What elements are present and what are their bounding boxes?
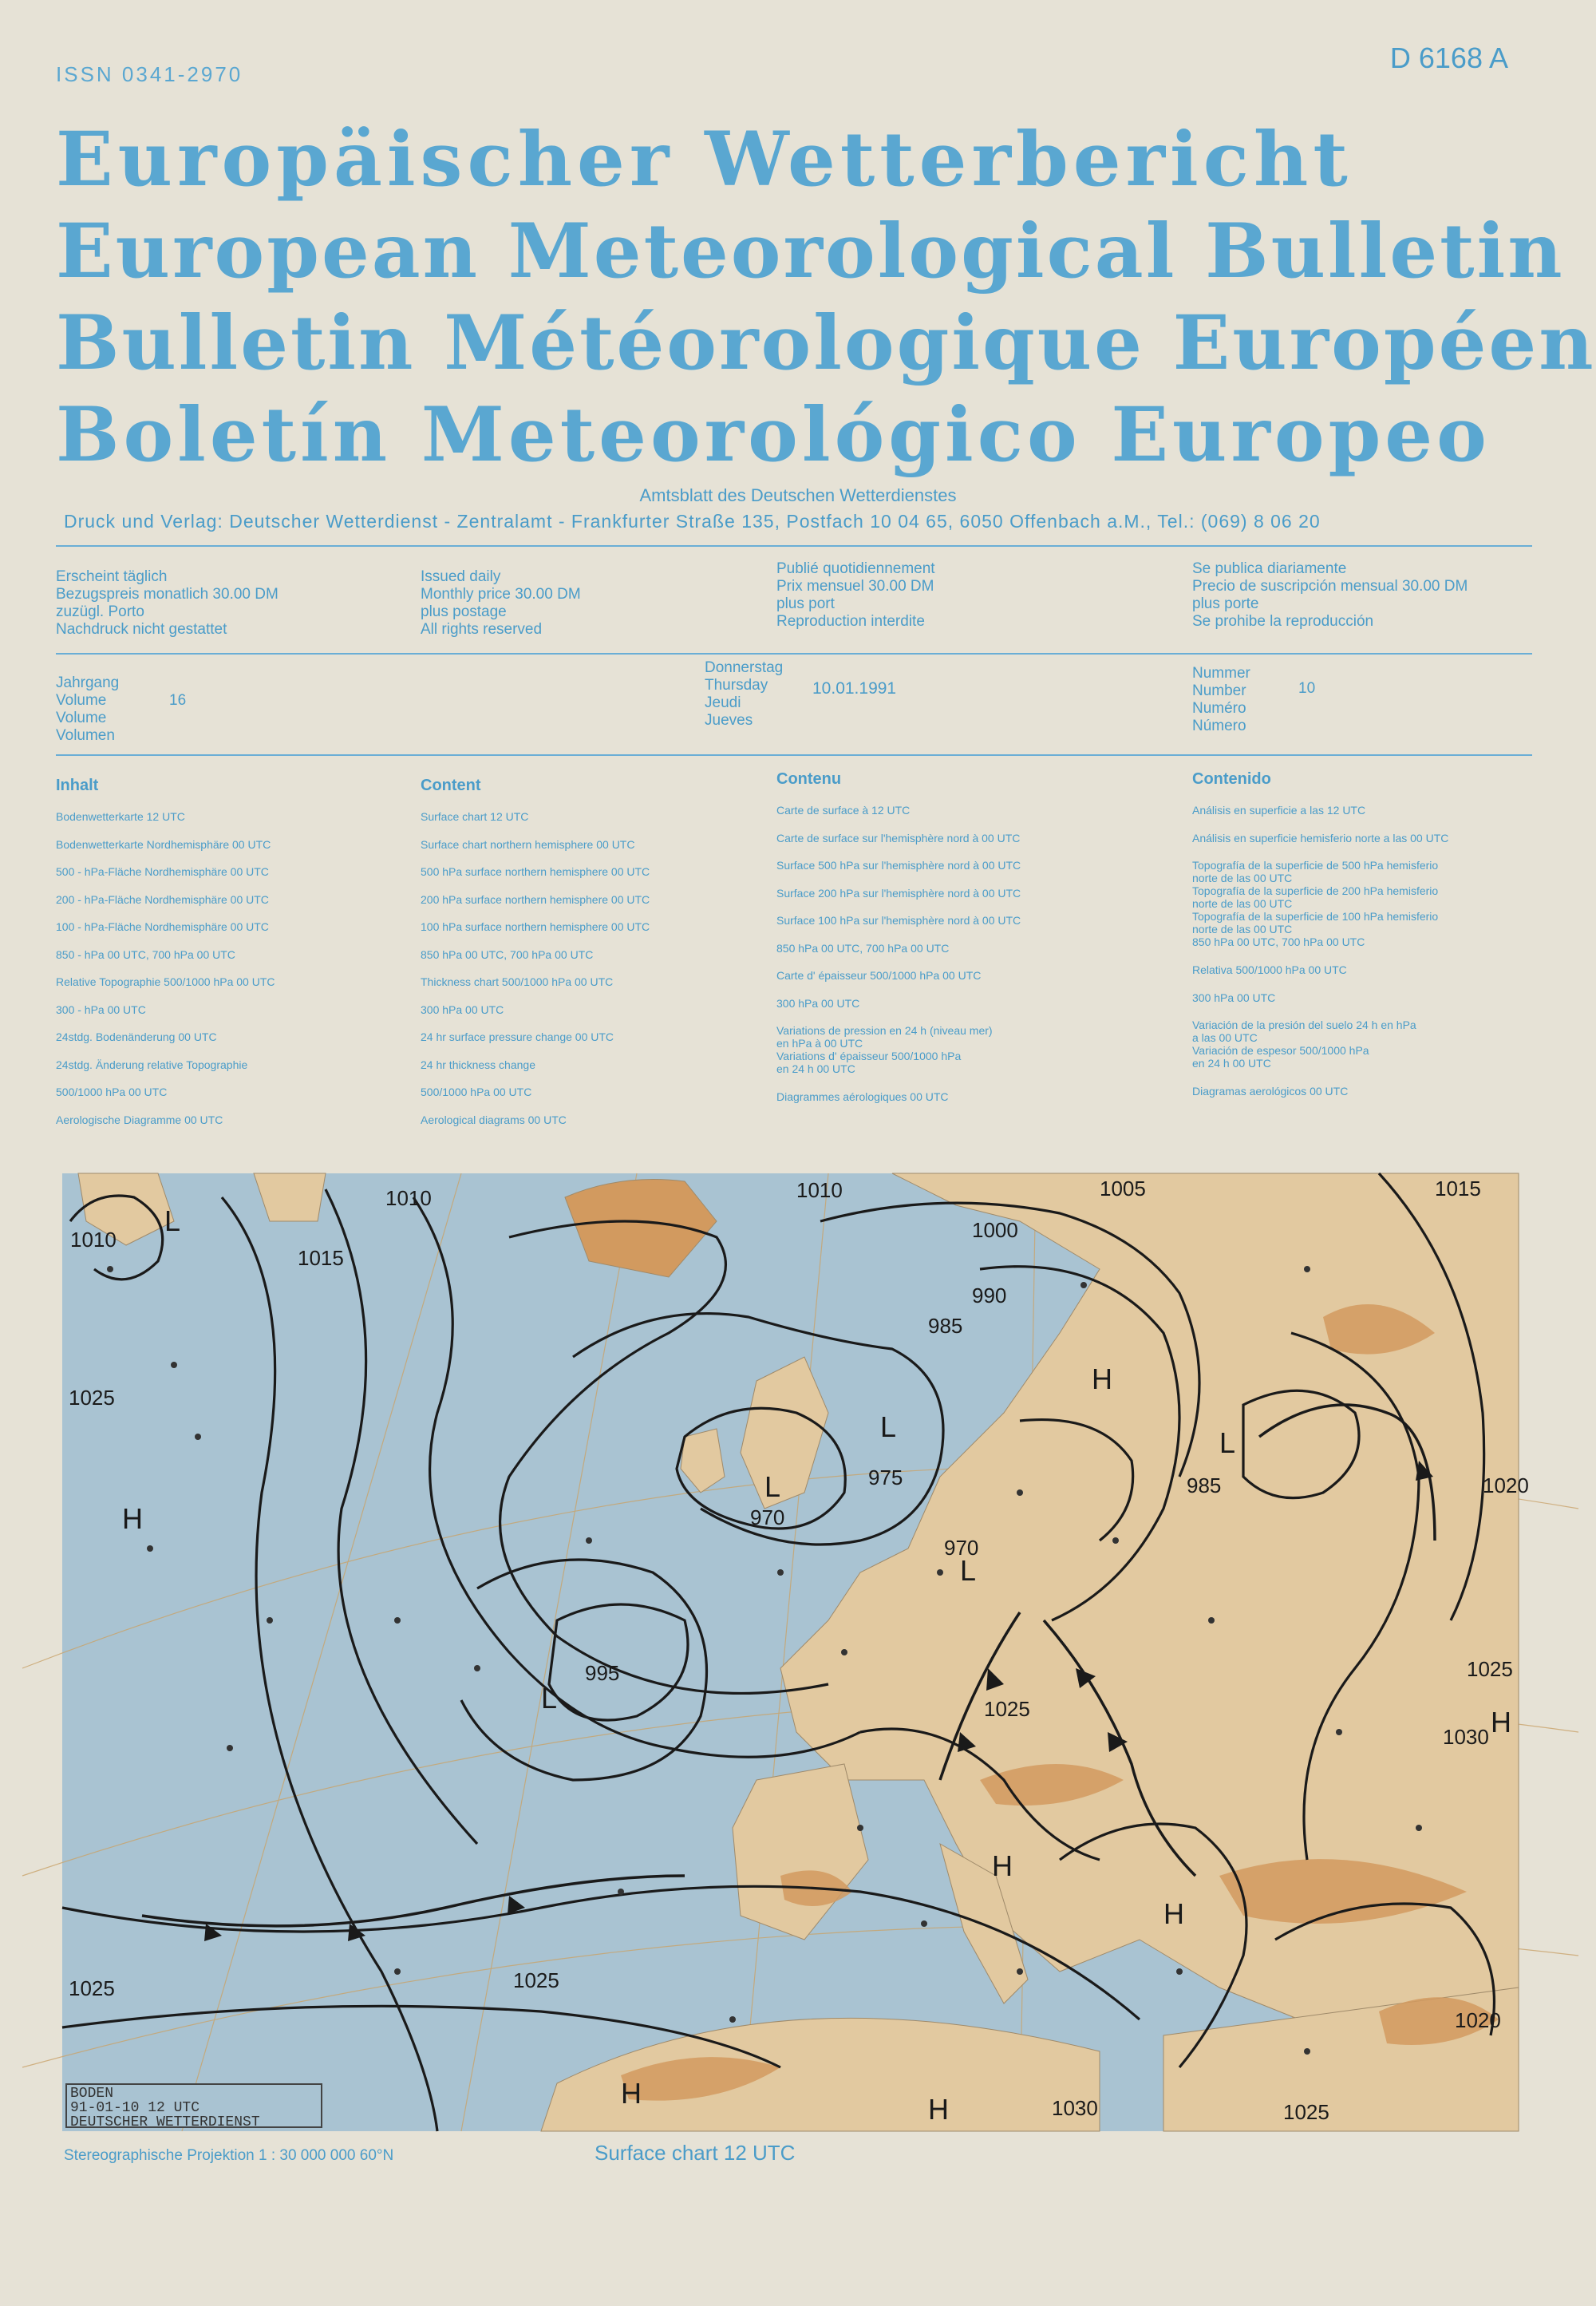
contents-item: Bodenwetterkarte 12 UTC [56, 810, 185, 823]
stamp-line: DEUTSCHER WETTERDIENST [70, 2114, 260, 2130]
number-label: Número [1192, 718, 1246, 734]
divider [56, 754, 1532, 756]
high-pressure-marker: H [1491, 1706, 1511, 1738]
high-pressure-marker: H [1163, 1897, 1184, 1930]
isobar-label: 995 [585, 1661, 620, 1685]
contents-item: Thickness chart 500/1000 hPa 00 UTC [421, 975, 614, 988]
contents-item: Variations d' épaisseur 500/1000 hPa [776, 1050, 962, 1062]
contents-item: Análisis en superficie a las 12 UTC [1192, 804, 1366, 817]
issue-number: 10 [1298, 680, 1316, 697]
contents-item: Carte de surface sur l'hemisphère nord à 00 UTC [776, 831, 1021, 844]
volume-value: 16 [169, 692, 187, 709]
contents-french [776, 770, 1021, 1111]
low-pressure-marker: L [960, 1554, 977, 1587]
contents-item: Variación de la presión del suelo 24 h en hPa [1192, 1019, 1416, 1031]
contents-item: 500 - hPa-Fläche Nordhemisphäre 00 UTC [56, 865, 269, 878]
contents-item: Aerologische Diagramme 00 UTC [56, 1113, 223, 1126]
volume-labels [56, 674, 119, 745]
contents-item: 24stdg. Bodenänderung 00 UTC [56, 1030, 217, 1043]
subscription-line: plus port [776, 595, 835, 612]
subscription-line: All rights reserved [421, 621, 543, 638]
low-pressure-marker: L [880, 1410, 897, 1443]
contents-item: Relative Topographie 500/1000 hPa 00 UTC [56, 975, 275, 988]
contents-item: Surface chart northern hemisphere 00 UTC [421, 837, 635, 851]
isobar-label: 1025 [1467, 1657, 1513, 1681]
contents-item: en hPa à 00 UTC [776, 1037, 863, 1050]
subscription-line: Se prohibe la reproducción [1192, 613, 1374, 630]
volume-label: Jahrgang [56, 674, 120, 691]
contents-item: 100 hPa surface northern hemisphere 00 UTC [421, 920, 650, 933]
projection-note: Stereographische Projektion 1 : 30 000 000 60°N [64, 2147, 394, 2164]
contents-item: Diagramas aerológicos 00 UTC [1192, 1085, 1349, 1098]
contents-item: Topografía de la superficie de 500 hPa hemisferio [1192, 859, 1439, 872]
contents-item: Relativa 500/1000 hPa 00 UTC [1192, 963, 1347, 976]
subscription-line: Se publica diariamente [1192, 560, 1347, 577]
subscription-line: zuzügl. Porto [56, 603, 144, 620]
contents-item: 200 - hPa-Fläche Nordhemisphäre 00 UTC [56, 892, 269, 906]
subscription-line: Erscheint täglich [56, 568, 168, 585]
official-gazette-label: Amtsblatt des Deutschen Wetterdienstes [639, 485, 957, 505]
isobar-label: 1010 [796, 1178, 843, 1202]
contents-item: norte de las 00 UTC [1192, 897, 1293, 910]
contents-item: 850 hPa 00 UTC, 700 hPa 00 UTC [1192, 935, 1365, 948]
isobar-label: 1025 [1283, 2100, 1329, 2124]
contents-item: 24 hr surface pressure change 00 UTC [421, 1030, 614, 1043]
map-stamp [65, 2083, 322, 2128]
issue-date: 10.01.1991 [812, 679, 897, 698]
contents-item: 300 hPa 00 UTC [421, 1003, 504, 1016]
day-label: Jeudi [705, 694, 741, 711]
low-pressure-marker: L [1219, 1426, 1236, 1459]
publisher-line: Druck und Verlag: Deutscher Wetterdienst - Zentralamt - Frankfurter Straße 135, Postfach 10 04 65, 6050 Offenbach a.M., Tel.: (069) 8 06 20 [64, 511, 1321, 532]
contents-item: 500 hPa surface northern hemisphere 00 UTC [421, 865, 650, 878]
contents-english [421, 777, 650, 1133]
day-labels [705, 659, 783, 730]
subscription-line: Precio de suscripción mensual 30.00 DM [1192, 578, 1468, 595]
high-pressure-marker: H [1092, 1363, 1112, 1395]
isobar-label: 1025 [984, 1697, 1030, 1721]
volume-label: Volumen [56, 727, 115, 744]
contents-item: Surface 200 hPa sur l'hemisphère nord à 00 UTC [776, 886, 1021, 900]
stamp-line: 91-01-10 12 UTC [70, 2100, 200, 2116]
contents-heading: Inhalt [56, 777, 99, 794]
contents-item: 850 - hPa 00 UTC, 700 hPa 00 UTC [56, 947, 235, 961]
contents-item: Carte d' épaisseur 500/1000 hPa 00 UTC [776, 969, 982, 982]
contents-item: Análisis en superficie hemisferio norte a las 00 UTC [1192, 831, 1449, 844]
contents-item: 850 hPa 00 UTC, 700 hPa 00 UTC [776, 941, 950, 955]
isobar-label: 1000 [972, 1218, 1018, 1242]
contents-item: 850 hPa 00 UTC, 700 hPa 00 UTC [421, 947, 594, 961]
contents-item: 500/1000 hPa 00 UTC [421, 1086, 532, 1098]
contents-item: Variación de espesor 500/1000 hPa [1192, 1044, 1369, 1057]
divider [56, 545, 1532, 547]
contents-item: en 24 h 00 UTC [1192, 1057, 1271, 1070]
isobar-label: 1020 [1455, 2008, 1501, 2032]
low-pressure-marker: L [764, 1470, 781, 1503]
isobar-label: 1025 [69, 1976, 115, 2000]
isobar-label: 990 [972, 1284, 1007, 1307]
divider [56, 653, 1532, 655]
high-pressure-marker: H [928, 2093, 949, 2126]
contents-item: 300 hPa 00 UTC [1192, 991, 1276, 1004]
day-label: Jueves [705, 712, 753, 729]
surface-weather-map [62, 1173, 1529, 2131]
isobar-label: 1030 [1443, 1725, 1489, 1749]
map-caption: Surface chart 12 UTC [595, 2141, 796, 2165]
contents-spanish [1192, 770, 1448, 1106]
document-number: D 6168 A [1389, 42, 1508, 74]
day-label: Donnerstag [705, 659, 784, 676]
isobar-label: 1030 [1052, 2096, 1098, 2120]
volume-label: Volume [56, 710, 107, 726]
isobar-label: 975 [868, 1465, 903, 1489]
subscription-line: plus postage [421, 603, 507, 620]
contents-item: Surface 100 hPa sur l'hemisphère nord à 00 UTC [776, 914, 1021, 927]
isobar-label: 1015 [298, 1246, 344, 1270]
contents-heading: Contenu [776, 770, 842, 788]
subscription-line: Reproduction interdite [776, 613, 925, 630]
subscription-line: Issued daily [421, 568, 501, 585]
isobar-label: 985 [1187, 1473, 1222, 1497]
isobar-label: 1025 [69, 1386, 115, 1410]
contents-item: 100 - hPa-Fläche Nordhemisphäre 00 UTC [56, 920, 269, 933]
subscription-line: Prix mensuel 30.00 DM [776, 578, 934, 595]
day-label: Thursday [705, 677, 768, 694]
contents-item: Carte de surface à 12 UTC [776, 804, 911, 817]
low-pressure-marker: L [541, 1682, 558, 1715]
number-label: Number [1192, 682, 1246, 699]
title-french: Bulletin Météorologique Européen [56, 299, 1596, 387]
contents-item: Aerological diagrams 00 UTC [421, 1113, 567, 1126]
subscription-spanish [1192, 560, 1468, 631]
contents-item: Surface 500 hPa sur l'hemisphère nord à 00 UTC [776, 859, 1021, 872]
isobar-label: 985 [928, 1314, 963, 1338]
number-label: Nummer [1192, 665, 1250, 682]
isobar-label: 970 [944, 1536, 979, 1560]
contents-item: 24stdg. Änderung relative Topographie [56, 1058, 248, 1071]
low-pressure-marker: L [164, 1204, 181, 1237]
isobar-label: 1015 [1435, 1177, 1481, 1200]
contents-heading: Content [421, 777, 481, 794]
isobar-label: 1025 [513, 1968, 559, 1992]
subscription-english [421, 568, 581, 639]
isobar-label: 1005 [1100, 1177, 1146, 1200]
issn-number: ISSN 0341-2970 [56, 62, 243, 86]
subscription-line: plus porte [1192, 595, 1259, 612]
contents-item: a las 00 UTC [1192, 1031, 1258, 1044]
high-pressure-marker: H [621, 2077, 642, 2110]
title-english: European Meteorological Bulletin [56, 208, 1565, 295]
contents-item: 24 hr thickness change [421, 1058, 535, 1071]
weather-map-graphic [62, 1173, 1529, 2131]
subscription-french [776, 560, 935, 631]
contents-item: en 24 h 00 UTC [776, 1062, 855, 1075]
contents-item: Surface chart 12 UTC [421, 810, 529, 823]
contents-item: Bodenwetterkarte Nordhemisphäre 00 UTC [56, 837, 271, 851]
contents-item: Topografía de la superficie de 100 hPa hemisferio [1192, 910, 1439, 923]
high-pressure-marker: H [122, 1502, 143, 1535]
stamp-line: BODEN [70, 2086, 114, 2102]
subscription-line: Monthly price 30.00 DM [421, 586, 581, 603]
contents-item: Diagrammes aérologiques 00 UTC [776, 1090, 949, 1103]
high-pressure-marker: H [992, 1849, 1013, 1882]
number-label: Numéro [1192, 700, 1246, 717]
contents-item: 300 hPa 00 UTC [776, 996, 860, 1010]
isobar-label: 970 [750, 1505, 785, 1529]
contents-item: norte de las 00 UTC [1192, 923, 1293, 935]
contents-item: Topografía de la superficie de 200 hPa hemisferio [1192, 884, 1439, 897]
subscription-line: Bezugspreis monatlich 30.00 DM [56, 586, 279, 603]
subscription-line: Publié quotidiennement [776, 560, 935, 577]
subscription-german [56, 568, 279, 639]
contents-heading: Contenido [1192, 770, 1271, 788]
contents-item: 200 hPa surface northern hemisphere 00 UTC [421, 892, 650, 906]
isobar-label: 1020 [1483, 1473, 1529, 1497]
isobar-label: 1010 [70, 1228, 117, 1252]
title-spanish: Boletín Meteorológico Europeo [56, 391, 1491, 479]
title-german: Europäischer Wetterbericht [56, 116, 1353, 204]
contents-item: 500/1000 hPa 00 UTC [56, 1086, 168, 1098]
subscription-line: Nachdruck nicht gestattet [56, 621, 227, 638]
contents-item: 300 - hPa 00 UTC [56, 1003, 146, 1016]
number-labels [1192, 665, 1250, 735]
contents-item: Variations de pression en 24 h (niveau mer) [776, 1024, 993, 1037]
volume-label: Volume [56, 692, 107, 709]
contents-item: norte de las 00 UTC [1192, 872, 1293, 884]
isobar-label: 1010 [385, 1186, 432, 1210]
contents-german [56, 777, 275, 1133]
